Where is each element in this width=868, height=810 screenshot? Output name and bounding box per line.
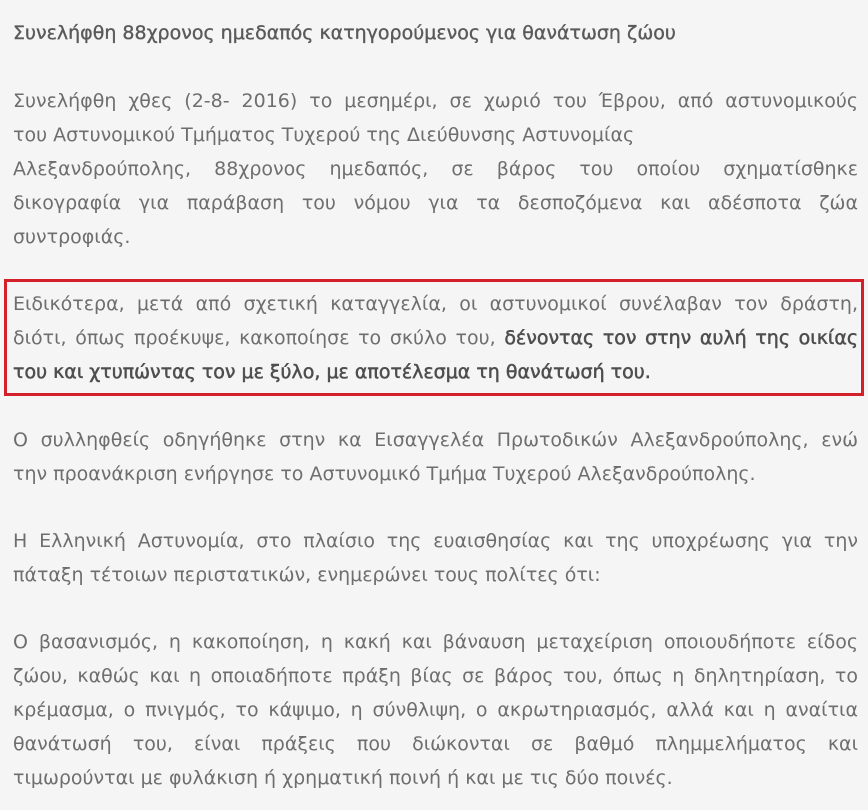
text-line: κρέμασμα, ο πνιγμός, το κάψιμο, η σύνθλιψη, ο ακρωτηριασμός, αλλά και η αναίτια	[13, 699, 858, 721]
text-line: τιμωρούνται με φυλάκιση ή χρηματική ποινή ή και με τις δύο ποινές.	[13, 767, 673, 789]
text-line: Ο βασανισμός, η κακοποίηση, η κακή και βάναυση μεταχείριση οποιουδήποτε είδος	[13, 631, 858, 653]
bold-text-segment: δένοντας τον στην αυλή της οικίας	[504, 327, 858, 349]
paragraph-police-notice	[13, 524, 858, 592]
text-line: του Αστυνομικού Τμήματος Τυχερού της Διεύθυνσης Αστυνομίας	[13, 124, 635, 146]
text-line: δικογραφία για παράβαση του νόμου για τα δεσποζόμενα και αδέσποτα ζώα	[13, 192, 858, 214]
text-line: Ο συλληφθείς οδηγήθηκε στην κα Εισαγγελέα Πρωτοδικών Αλεξανδρούπολης, ενώ	[13, 429, 858, 451]
text-segment: διότι, όπως προέκυψε, κακοποίησε το σκύλο του,	[13, 327, 505, 349]
paragraph-prosecution	[13, 423, 858, 491]
text-line: Αλεξανδρούπολης, 88χρονος ημεδαπός, σε βάρος του οποίου σχηματίσθηκε	[13, 158, 858, 180]
article-title: Συνελήφθη 88χρονος ημεδαπός κατηγορούμενος για θανάτωση ζώου	[13, 22, 676, 44]
paragraph-arrest	[13, 84, 858, 254]
text-line: Η Ελληνική Αστυνομία, στο πλαίσιο της ευαισθησίας και της υποχρέωσης για την	[13, 530, 858, 552]
paragraph-penalties	[13, 625, 858, 795]
text-line: πάταξη τέτοιων περιστατικών, ενημερώνει τους πολίτες ότι:	[13, 564, 601, 586]
highlight-box	[4, 279, 864, 396]
bold-text-segment: του και χτυπώντας τον με ξύλο, με αποτέλεσμα τη θανάτωσή του.	[13, 361, 651, 383]
text-line: την προανάκριση ενήργησε το Αστυνομικό Τμήμα Τυχερού Αλεξανδρούπολης.	[13, 463, 756, 485]
text-line: συντροφιάς.	[13, 226, 131, 248]
text-line: Ειδικότερα, μετά από σχετική καταγγελία, οι αστυνομικοί συνέλαβαν τον δράστη,	[13, 293, 858, 315]
text-line: θανάτωσή του, είναι πράξεις που διώκονται σε βαθμό πλημμελήματος και	[13, 733, 858, 755]
text-line: ζώου, καθώς και η οποιαδήποτε πράξη βίας σε βάρος του, όπως η δηλητηρίαση, το	[13, 665, 858, 687]
text-line: Συνελήφθη χθες (2-8- 2016) το μεσημέρι, σε χωριό του Έβρου, από αστυνομικούς	[13, 90, 858, 112]
